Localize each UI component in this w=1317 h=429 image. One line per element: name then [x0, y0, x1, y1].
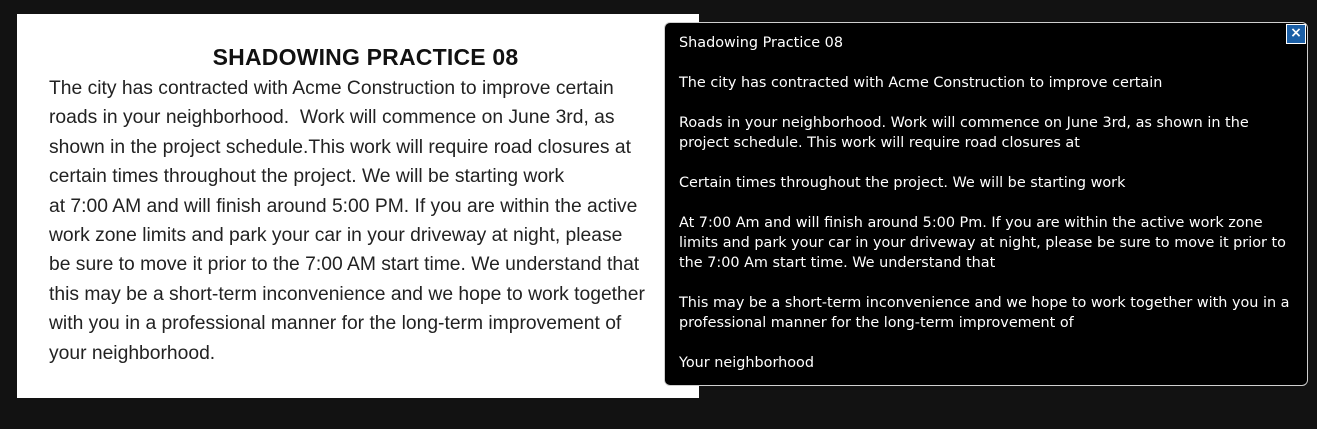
slide-line: work zone limits and park your car in your driveway at night, please: [49, 225, 623, 247]
slide-line: be sure to move it prior to the 7:00 AM start time. We understand that: [49, 254, 640, 276]
slide-line: your neighborhood.: [49, 342, 216, 364]
popup-paragraph: This may be a short-term inconvenience and we hope to work together with you in a professional manner for the long-term improvement of: [679, 295, 1290, 331]
slide-line: The city has contracted with Acme Construction to improve certain: [49, 78, 614, 99]
popup-paragraph: Roads in your neighborhood. Work will commence on June 3rd, as shown in the project schedule. This work will require road closures at: [679, 115, 1249, 151]
popup-paragraph: Certain times throughout the project. We will be starting work: [679, 175, 1126, 191]
popup-paragraph: At 7:00 Am and will finish around 5:00 Pm. If you are within the active work zone limits and park your car in your driveway at night, please be sure to move it prior to the 7:00 Am start time. We understand that: [679, 215, 1286, 271]
slide-line: certain times throughout the project. We will be starting work: [49, 166, 565, 188]
popup-heading: Shadowing Practice 08: [679, 35, 843, 51]
slide-line: with you in a professional manner for the long-term improvement of: [49, 313, 622, 335]
slide-line: shown in the project schedule.This work will require road closures at: [49, 136, 631, 158]
close-button[interactable]: ×: [1286, 24, 1306, 44]
ocr-text-popup[interactable]: [664, 22, 1308, 386]
popup-paragraph: The city has contracted with Acme Construction to improve certain: [679, 75, 1163, 91]
popup-paragraph: Your neighborhood: [679, 355, 814, 371]
slide-line: this may be a short-term inconvenience and we hope to work together: [49, 283, 645, 305]
slide-line: at 7:00 AM and will finish around 5:00 PM. If you are within the active: [49, 195, 638, 217]
slide-image: [17, 14, 699, 398]
slide-body-text: [49, 74, 689, 368]
slide-line: roads in your neighborhood. Work will commence on June 3rd, as: [49, 107, 615, 129]
slide-title: SHADOWING PRACTICE 08: [212, 44, 519, 70]
